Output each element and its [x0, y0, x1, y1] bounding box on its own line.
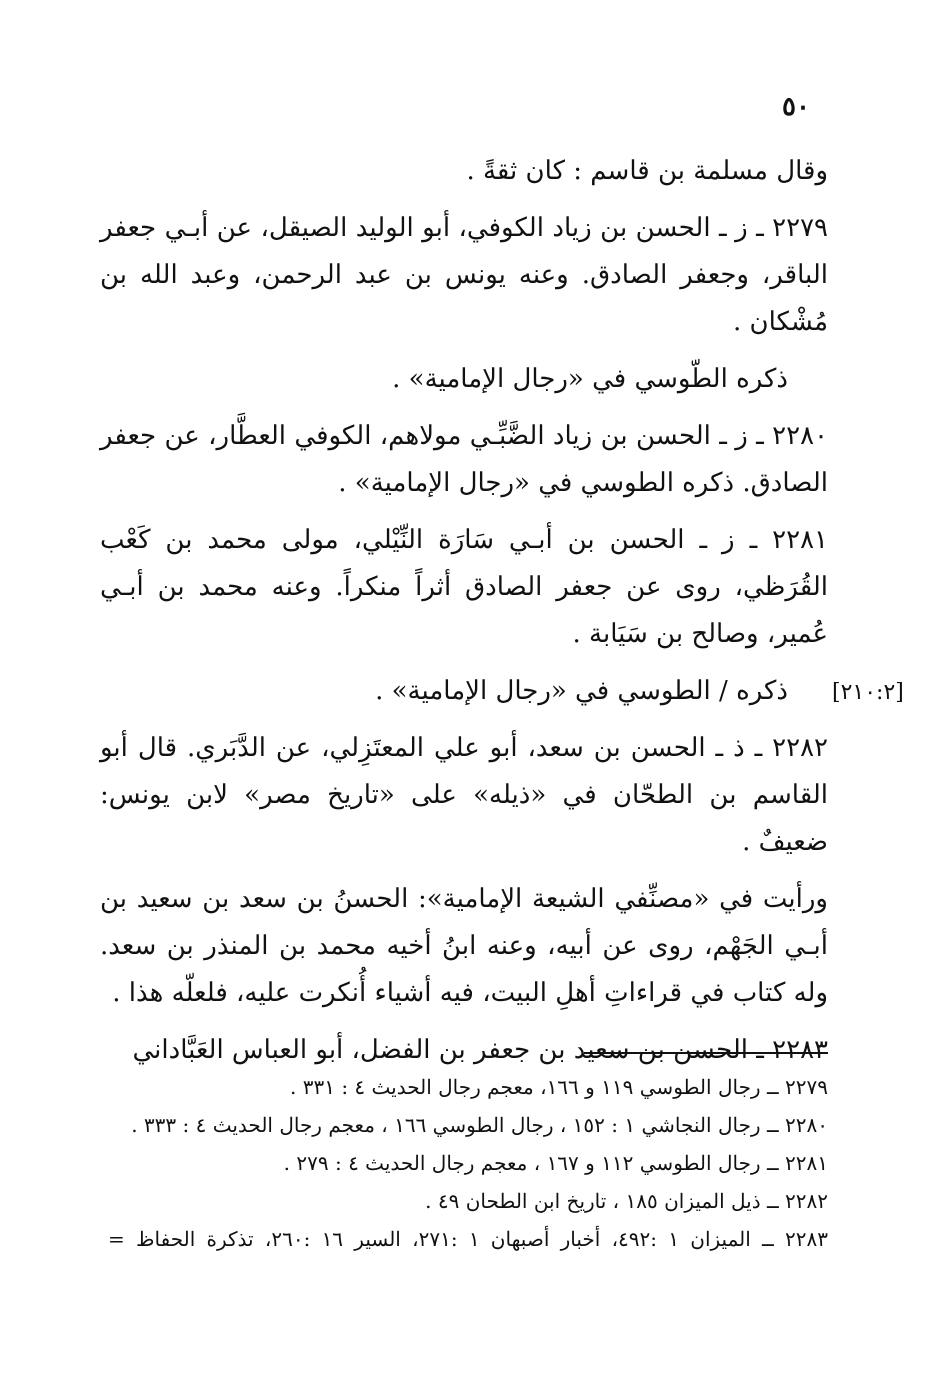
entry-2281: ٢٢٨١ ـ ز ـ الحسن بن أبـي سَارَة النِّيْلي، مولى محمد بن كَعْب القُرَظي، روى عن جعفر الصادق أثراً منكراً. وعنه محمد بن أبـي عُمير، وصالح بن سَيَابة .	[100, 525, 828, 649]
paragraph-maslama-note: وقال مسلمة بن قاسم : كان ثقةً .	[466, 156, 828, 186]
footnote-2280: ٢٢٨٠ ــ رجال النجاشي ١ : ١٥٢ ، رجال الطوسي ١٦٦ ، معجم رجال الحديث ٤ : ٣٣٣ .	[131, 1113, 828, 1137]
margin-reference: [٢١٠:٢]	[832, 680, 904, 705]
footnote-divider	[584, 1052, 828, 1054]
entry-2282: ٢٢٨٢ ـ ذ ـ الحسن بن سعد، أبو علي المعتَزِلي، عن الدَّبَري. قال أبو القاسم بن الطحّان في «ذيله» على «تاريخ مصر» لابن يونس: ضعيفٌ .	[100, 733, 828, 857]
footnotes	[108, 1068, 828, 1258]
entry-2281-source: ذكره / الطوسي في «رجال الإمامية» .	[375, 676, 788, 706]
footnote-2281: ٢٢٨١ ــ رجال الطوسي ١١٢ و ١٦٧ ، معجم رجال الحديث ٤ : ٢٧٩ .	[283, 1151, 828, 1175]
entry-2279: ٢٢٧٩ ـ ز ـ الحسن بن زياد الكوفي، أبو الوليد الصيقل، عن أبـي جعفر الباقر، وجعفر الصادق. وعنه يونس بن عبد الرحمن، وعبد الله بن مُشْكان .	[100, 213, 828, 337]
main-text	[100, 148, 828, 1084]
page-number: ٥٠	[782, 92, 810, 122]
footnote-2282: ٢٢٨٢ ــ ذيل الميزان ١٨٥ ، تاريخ ابن الطحان ٤٩ .	[425, 1189, 828, 1213]
footnote-2283: ٢٢٨٣ ــ الميزان ١ :٤٩٢، أخبار أصبهان ١ :٢٧١، السير ١٦ :٢٦٠، تذكرة الحفاظ =	[108, 1227, 828, 1251]
entry-2282-note: ورأيت في «مصنِّفي الشيعة الإمامية»: الحسنُ بن سعد بن سعيد بن أبـي الجَهْم، روى عن أبيه، وعنه ابنُ أخيه محمد بن المنذر بن سعد. وله كتاب في قراءاتِ أهلِ البيت، فيه أشياء أُنكرت عليه، فلعلّه هذا .	[100, 884, 828, 1008]
entry-2280: ٢٢٨٠ ـ ز ـ الحسن بن زياد الضَّبِّـي مولاهم، الكوفي العطَّار، عن جعفر الصادق. ذكره الطوسي في «رجال الإمامية» .	[100, 421, 828, 498]
entry-2283: ٢٢٨٣ ـ الحسن بن سعيد بن جعفر بن الفضل، أبو العباس العَبَّاداني	[132, 1035, 828, 1065]
entry-2279-source: ذكره الطّوسي في «رجال الإمامية» .	[392, 364, 788, 394]
footnote-2279: ٢٢٧٩ ــ رجال الطوسي ١١٩ و ١٦٦، معجم رجال الحديث ٤ : ٣٣١ .	[290, 1075, 828, 1099]
